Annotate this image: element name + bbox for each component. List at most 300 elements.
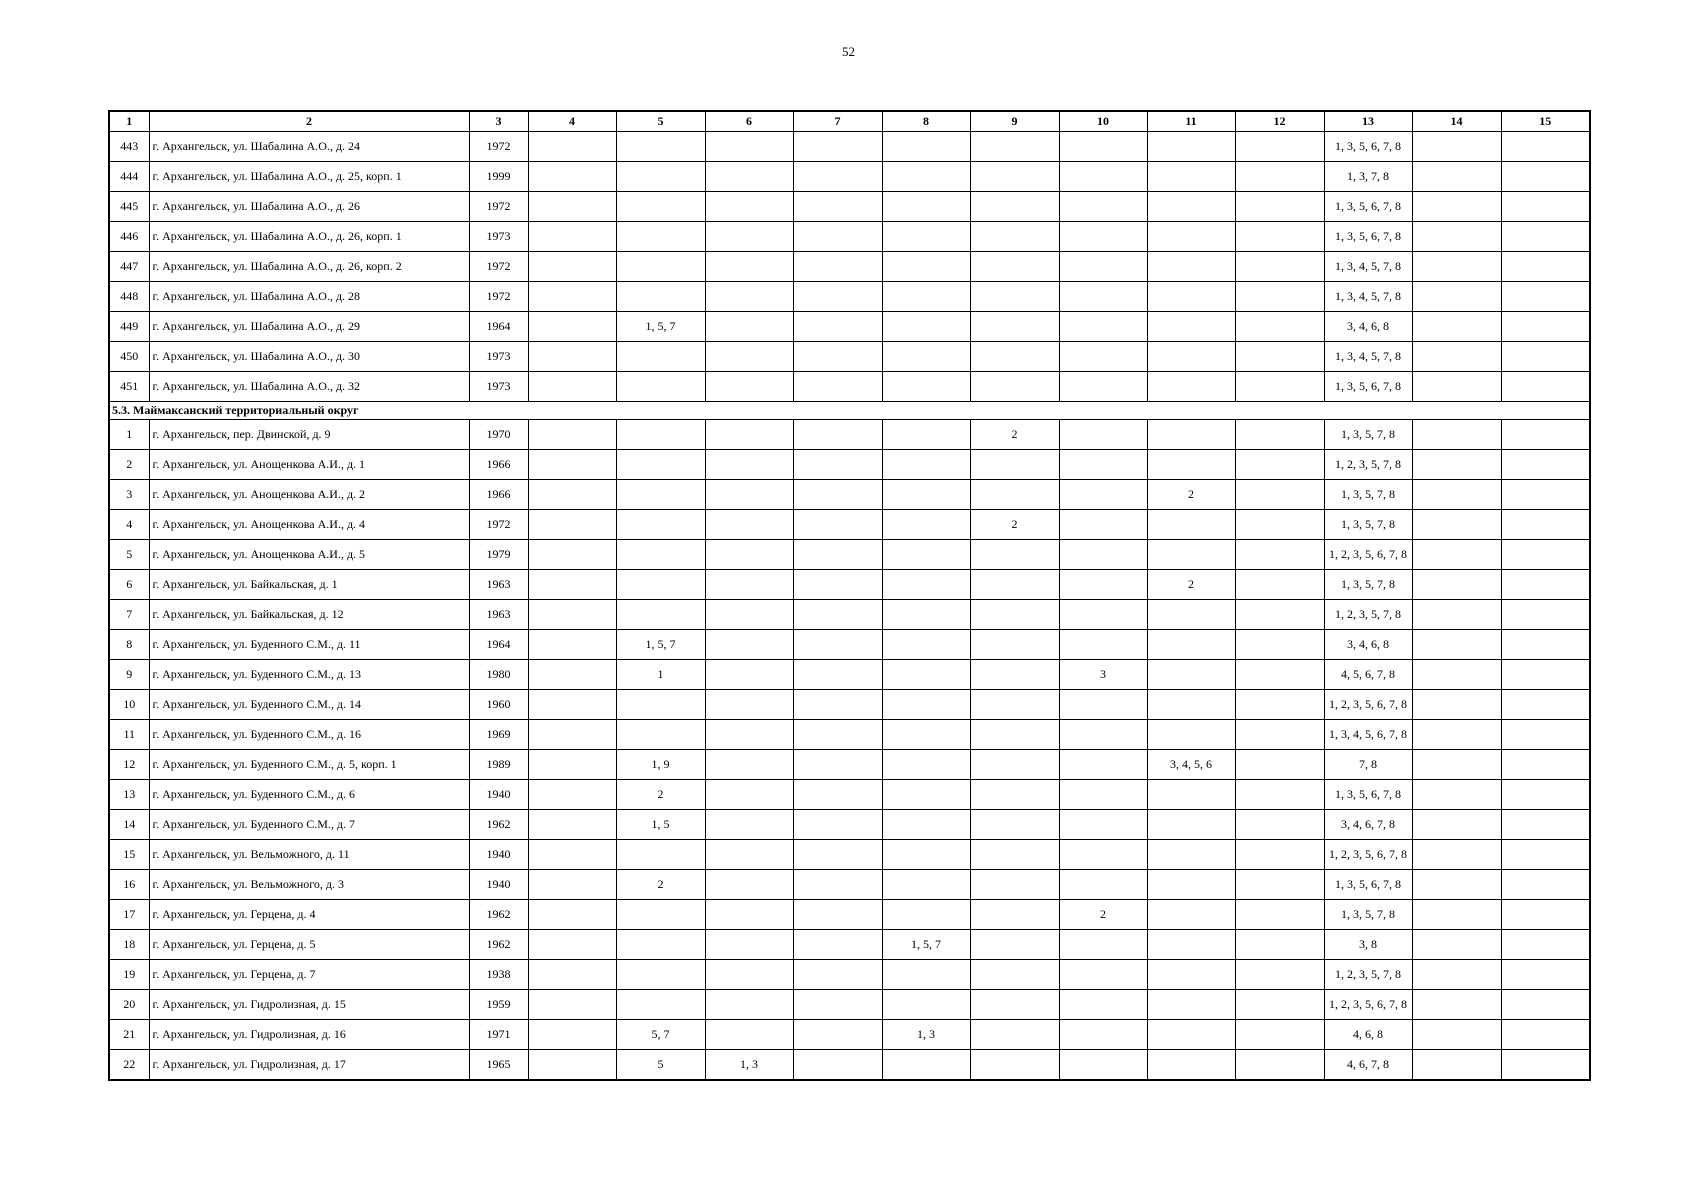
table-row [109, 690, 1590, 720]
cell-col-9 [970, 480, 1059, 510]
cell-col-4 [528, 840, 616, 870]
table-row [109, 810, 1590, 840]
column-header-13: 13 [1324, 111, 1412, 132]
cell-col-8: 1, 3 [882, 1020, 970, 1050]
cell-col-15 [1501, 480, 1590, 510]
cell-col-11: 2 [1147, 480, 1235, 510]
cell-col-14 [1412, 780, 1501, 810]
cell-col-8 [882, 750, 970, 780]
cell-col-5 [616, 840, 705, 870]
cell-col-4 [528, 810, 616, 840]
table-row [109, 372, 1590, 402]
cell-col-11 [1147, 930, 1235, 960]
cell-col-7 [793, 690, 882, 720]
cell-col-15 [1501, 660, 1590, 690]
cell-col-15 [1501, 810, 1590, 840]
cell-col-9 [970, 192, 1059, 222]
cell-col-5: 1, 5, 7 [616, 312, 705, 342]
cell-col-4 [528, 252, 616, 282]
cell-col-12 [1235, 480, 1324, 510]
cell-col-9 [970, 720, 1059, 750]
year-cell: 1989 [469, 750, 528, 780]
cell-col-11 [1147, 540, 1235, 570]
cell-col-13: 1, 3, 4, 5, 6, 7, 8 [1324, 720, 1412, 750]
cell-col-13: 1, 3, 5, 6, 7, 8 [1324, 192, 1412, 222]
year-cell: 1963 [469, 570, 528, 600]
cell-col-6 [705, 660, 793, 690]
cell-col-13: 1, 3, 5, 7, 8 [1324, 570, 1412, 600]
cell-col-4 [528, 510, 616, 540]
cell-col-12 [1235, 990, 1324, 1020]
row-number: 6 [109, 570, 149, 600]
address-cell: г. Архангельск, ул. Байкальская, д. 1 [149, 570, 469, 600]
cell-col-12 [1235, 900, 1324, 930]
cell-col-10 [1059, 720, 1147, 750]
cell-col-7 [793, 600, 882, 630]
cell-col-5 [616, 900, 705, 930]
cell-col-11 [1147, 840, 1235, 870]
cell-col-12 [1235, 162, 1324, 192]
cell-col-8 [882, 780, 970, 810]
year-cell: 1963 [469, 600, 528, 630]
cell-col-7 [793, 1020, 882, 1050]
cell-col-15 [1501, 990, 1590, 1020]
cell-col-7 [793, 342, 882, 372]
cell-col-8 [882, 342, 970, 372]
section-row [109, 402, 1590, 420]
cell-col-5 [616, 930, 705, 960]
cell-col-10 [1059, 960, 1147, 990]
row-number: 14 [109, 810, 149, 840]
cell-col-4 [528, 132, 616, 162]
cell-col-6 [705, 690, 793, 720]
address-cell: г. Архангельск, ул. Буденного С.М., д. 6 [149, 780, 469, 810]
cell-col-12 [1235, 252, 1324, 282]
cell-col-11 [1147, 252, 1235, 282]
cell-col-14 [1412, 1050, 1501, 1081]
cell-col-12 [1235, 192, 1324, 222]
cell-col-11 [1147, 900, 1235, 930]
table-row [109, 900, 1590, 930]
cell-col-6 [705, 630, 793, 660]
year-cell: 1971 [469, 1020, 528, 1050]
row-number: 447 [109, 252, 149, 282]
cell-col-10 [1059, 630, 1147, 660]
cell-col-14 [1412, 1020, 1501, 1050]
cell-col-14 [1412, 960, 1501, 990]
cell-col-5 [616, 162, 705, 192]
cell-col-8 [882, 420, 970, 450]
cell-col-9 [970, 690, 1059, 720]
cell-col-10 [1059, 132, 1147, 162]
cell-col-10 [1059, 690, 1147, 720]
cell-col-14 [1412, 192, 1501, 222]
cell-col-10 [1059, 600, 1147, 630]
table-row [109, 1020, 1590, 1050]
address-cell: г. Архангельск, ул. Буденного С.М., д. 13 [149, 660, 469, 690]
cell-col-4 [528, 342, 616, 372]
cell-col-6 [705, 900, 793, 930]
cell-col-4 [528, 192, 616, 222]
table-row [109, 480, 1590, 510]
address-cell: г. Архангельск, ул. Анощенкова А.И., д. 4 [149, 510, 469, 540]
cell-col-13: 1, 3, 4, 5, 7, 8 [1324, 282, 1412, 312]
table-row [109, 990, 1590, 1020]
cell-col-5: 5, 7 [616, 1020, 705, 1050]
cell-col-15 [1501, 780, 1590, 810]
cell-col-11 [1147, 510, 1235, 540]
cell-col-4 [528, 450, 616, 480]
cell-col-14 [1412, 480, 1501, 510]
cell-col-8 [882, 162, 970, 192]
cell-col-6 [705, 132, 793, 162]
address-cell: г. Архангельск, ул. Буденного С.М., д. 5, корп. 1 [149, 750, 469, 780]
cell-col-11 [1147, 810, 1235, 840]
cell-col-4 [528, 540, 616, 570]
cell-col-15 [1501, 162, 1590, 192]
cell-col-6 [705, 342, 793, 372]
cell-col-14 [1412, 342, 1501, 372]
row-number: 18 [109, 930, 149, 960]
cell-col-13: 4, 5, 6, 7, 8 [1324, 660, 1412, 690]
cell-col-14 [1412, 990, 1501, 1020]
cell-col-11 [1147, 342, 1235, 372]
address-cell: г. Архангельск, ул. Байкальская, д. 12 [149, 600, 469, 630]
cell-col-6 [705, 570, 793, 600]
cell-col-13: 1, 3, 5, 6, 7, 8 [1324, 222, 1412, 252]
address-cell: г. Архангельск, ул. Шабалина А.О., д. 26, корп. 1 [149, 222, 469, 252]
cell-col-10 [1059, 480, 1147, 510]
cell-col-4 [528, 750, 616, 780]
cell-col-7 [793, 420, 882, 450]
address-cell: г. Архангельск, ул. Гидролизная, д. 16 [149, 1020, 469, 1050]
cell-col-6 [705, 780, 793, 810]
row-number: 3 [109, 480, 149, 510]
cell-col-5: 1, 9 [616, 750, 705, 780]
cell-col-4 [528, 420, 616, 450]
cell-col-13: 1, 3, 5, 6, 7, 8 [1324, 870, 1412, 900]
cell-col-9: 2 [970, 510, 1059, 540]
cell-col-14 [1412, 930, 1501, 960]
row-number: 7 [109, 600, 149, 630]
cell-col-9 [970, 810, 1059, 840]
cell-col-14 [1412, 720, 1501, 750]
row-number: 15 [109, 840, 149, 870]
cell-col-6 [705, 930, 793, 960]
cell-col-7 [793, 450, 882, 480]
cell-col-5 [616, 342, 705, 372]
cell-col-9: 2 [970, 420, 1059, 450]
cell-col-7 [793, 960, 882, 990]
cell-col-9 [970, 960, 1059, 990]
address-cell: г. Архангельск, ул. Шабалина А.О., д. 29 [149, 312, 469, 342]
row-number: 444 [109, 162, 149, 192]
cell-col-14 [1412, 162, 1501, 192]
cell-col-6 [705, 990, 793, 1020]
cell-col-5 [616, 600, 705, 630]
cell-col-8 [882, 870, 970, 900]
cell-col-10 [1059, 282, 1147, 312]
cell-col-15 [1501, 750, 1590, 780]
row-number: 9 [109, 660, 149, 690]
cell-col-13: 3, 8 [1324, 930, 1412, 960]
cell-col-11 [1147, 312, 1235, 342]
header-row [109, 111, 1590, 132]
cell-col-15 [1501, 312, 1590, 342]
cell-col-9 [970, 660, 1059, 690]
cell-col-8 [882, 600, 970, 630]
year-cell: 1964 [469, 630, 528, 660]
cell-col-7 [793, 990, 882, 1020]
cell-col-5: 2 [616, 780, 705, 810]
cell-col-15 [1501, 282, 1590, 312]
cell-col-5: 1 [616, 660, 705, 690]
cell-col-12 [1235, 372, 1324, 402]
cell-col-9 [970, 630, 1059, 660]
cell-col-12 [1235, 450, 1324, 480]
section-title: 5.3. Маймаксанский территориальный округ [109, 402, 1590, 420]
row-number: 8 [109, 630, 149, 660]
cell-col-7 [793, 630, 882, 660]
cell-col-14 [1412, 312, 1501, 342]
cell-col-13: 3, 4, 6, 8 [1324, 312, 1412, 342]
cell-col-11 [1147, 870, 1235, 900]
year-cell: 1966 [469, 450, 528, 480]
cell-col-5 [616, 372, 705, 402]
cell-col-7 [793, 840, 882, 870]
cell-col-10 [1059, 780, 1147, 810]
cell-col-13: 1, 2, 3, 5, 6, 7, 8 [1324, 990, 1412, 1020]
table-row [109, 342, 1590, 372]
column-header-1: 1 [109, 111, 149, 132]
cell-col-13: 1, 3, 5, 6, 7, 8 [1324, 780, 1412, 810]
year-cell: 1965 [469, 1050, 528, 1081]
cell-col-8 [882, 630, 970, 660]
column-header-7: 7 [793, 111, 882, 132]
table-row [109, 192, 1590, 222]
address-cell: г. Архангельск, ул. Шабалина А.О., д. 32 [149, 372, 469, 402]
cell-col-10 [1059, 162, 1147, 192]
cell-col-8 [882, 312, 970, 342]
address-cell: г. Архангельск, ул. Шабалина А.О., д. 30 [149, 342, 469, 372]
cell-col-7 [793, 480, 882, 510]
address-cell: г. Архангельск, ул. Вельможного, д. 3 [149, 870, 469, 900]
cell-col-6 [705, 372, 793, 402]
column-header-12: 12 [1235, 111, 1324, 132]
cell-col-6 [705, 510, 793, 540]
row-number: 2 [109, 450, 149, 480]
cell-col-11 [1147, 990, 1235, 1020]
table-row [109, 720, 1590, 750]
cell-col-10: 3 [1059, 660, 1147, 690]
cell-col-8 [882, 570, 970, 600]
cell-col-15 [1501, 252, 1590, 282]
cell-col-9 [970, 372, 1059, 402]
cell-col-13: 4, 6, 8 [1324, 1020, 1412, 1050]
cell-col-4 [528, 900, 616, 930]
cell-col-8 [882, 1050, 970, 1081]
cell-col-9 [970, 1020, 1059, 1050]
column-header-3: 3 [469, 111, 528, 132]
table-row [109, 222, 1590, 252]
cell-col-12 [1235, 132, 1324, 162]
cell-col-9 [970, 162, 1059, 192]
year-cell: 1972 [469, 192, 528, 222]
cell-col-11 [1147, 1020, 1235, 1050]
cell-col-12 [1235, 540, 1324, 570]
cell-col-11: 2 [1147, 570, 1235, 600]
column-header-2: 2 [149, 111, 469, 132]
cell-col-6 [705, 540, 793, 570]
cell-col-12 [1235, 840, 1324, 870]
row-number: 451 [109, 372, 149, 402]
cell-col-9 [970, 870, 1059, 900]
year-cell: 1959 [469, 990, 528, 1020]
cell-col-5 [616, 990, 705, 1020]
cell-col-15 [1501, 1020, 1590, 1050]
year-cell: 1999 [469, 162, 528, 192]
cell-col-13: 4, 6, 7, 8 [1324, 1050, 1412, 1081]
cell-col-14 [1412, 630, 1501, 660]
cell-col-4 [528, 990, 616, 1020]
row-number: 445 [109, 192, 149, 222]
column-header-4: 4 [528, 111, 616, 132]
column-header-11: 11 [1147, 111, 1235, 132]
cell-col-4 [528, 870, 616, 900]
cell-col-11 [1147, 420, 1235, 450]
cell-col-15 [1501, 960, 1590, 990]
cell-col-10 [1059, 1020, 1147, 1050]
cell-col-12 [1235, 1050, 1324, 1081]
cell-col-13: 1, 2, 3, 5, 6, 7, 8 [1324, 840, 1412, 870]
address-cell: г. Архангельск, ул. Шабалина А.О., д. 26, корп. 2 [149, 252, 469, 282]
cell-col-13: 1, 3, 5, 7, 8 [1324, 480, 1412, 510]
cell-col-14 [1412, 690, 1501, 720]
cell-col-4 [528, 930, 616, 960]
cell-col-13: 1, 3, 4, 5, 7, 8 [1324, 342, 1412, 372]
row-number: 11 [109, 720, 149, 750]
cell-col-9 [970, 252, 1059, 282]
cell-col-10 [1059, 870, 1147, 900]
cell-col-12 [1235, 342, 1324, 372]
address-cell: г. Архангельск, ул. Гидролизная, д. 17 [149, 1050, 469, 1081]
address-cell: г. Архангельск, ул. Герцена, д. 7 [149, 960, 469, 990]
cell-col-15 [1501, 720, 1590, 750]
cell-col-15 [1501, 870, 1590, 900]
cell-col-13: 1, 3, 5, 7, 8 [1324, 420, 1412, 450]
year-cell: 1940 [469, 780, 528, 810]
cell-col-8 [882, 540, 970, 570]
cell-col-7 [793, 660, 882, 690]
address-cell: г. Архангельск, ул. Шабалина А.О., д. 25, корп. 1 [149, 162, 469, 192]
cell-col-6 [705, 162, 793, 192]
cell-col-8 [882, 810, 970, 840]
cell-col-14 [1412, 840, 1501, 870]
cell-col-5 [616, 720, 705, 750]
cell-col-8 [882, 690, 970, 720]
cell-col-14 [1412, 570, 1501, 600]
cell-col-5 [616, 570, 705, 600]
cell-col-6 [705, 750, 793, 780]
cell-col-9 [970, 930, 1059, 960]
cell-col-12 [1235, 600, 1324, 630]
cell-col-14 [1412, 810, 1501, 840]
cell-col-4 [528, 222, 616, 252]
cell-col-10 [1059, 540, 1147, 570]
cell-col-15 [1501, 372, 1590, 402]
cell-col-6 [705, 222, 793, 252]
cell-col-7 [793, 312, 882, 342]
year-cell: 1979 [469, 540, 528, 570]
cell-col-8 [882, 132, 970, 162]
cell-col-6 [705, 600, 793, 630]
table-row [109, 780, 1590, 810]
cell-col-9 [970, 450, 1059, 480]
cell-col-10 [1059, 372, 1147, 402]
cell-col-8 [882, 252, 970, 282]
cell-col-14 [1412, 660, 1501, 690]
cell-col-10 [1059, 1050, 1147, 1081]
address-cell: г. Архангельск, ул. Буденного С.М., д. 14 [149, 690, 469, 720]
table-row [109, 960, 1590, 990]
row-number: 20 [109, 990, 149, 1020]
cell-col-7 [793, 222, 882, 252]
cell-col-12 [1235, 930, 1324, 960]
address-cell: г. Архангельск, ул. Герцена, д. 4 [149, 900, 469, 930]
cell-col-15 [1501, 132, 1590, 162]
cell-col-15 [1501, 840, 1590, 870]
cell-col-9 [970, 132, 1059, 162]
cell-col-9 [970, 990, 1059, 1020]
table-row [109, 282, 1590, 312]
row-number: 1 [109, 420, 149, 450]
cell-col-11: 3, 4, 5, 6 [1147, 750, 1235, 780]
address-cell: г. Архангельск, пер. Двинской, д. 9 [149, 420, 469, 450]
cell-col-8 [882, 510, 970, 540]
cell-col-4 [528, 660, 616, 690]
cell-col-9 [970, 342, 1059, 372]
cell-col-13: 1, 2, 3, 5, 6, 7, 8 [1324, 540, 1412, 570]
cell-col-10 [1059, 930, 1147, 960]
cell-col-4 [528, 282, 616, 312]
row-number: 21 [109, 1020, 149, 1050]
cell-col-5 [616, 480, 705, 510]
cell-col-9 [970, 282, 1059, 312]
cell-col-8: 1, 5, 7 [882, 930, 970, 960]
table-row [109, 750, 1590, 780]
row-number: 12 [109, 750, 149, 780]
table-row [109, 870, 1590, 900]
cell-col-15 [1501, 540, 1590, 570]
cell-col-8 [882, 222, 970, 252]
cell-col-7 [793, 570, 882, 600]
cell-col-9 [970, 750, 1059, 780]
column-header-5: 5 [616, 111, 705, 132]
cell-col-14 [1412, 870, 1501, 900]
year-cell: 1980 [469, 660, 528, 690]
table-row [109, 420, 1590, 450]
cell-col-13: 1, 3, 4, 5, 7, 8 [1324, 252, 1412, 282]
cell-col-15 [1501, 420, 1590, 450]
cell-col-5 [616, 420, 705, 450]
cell-col-10 [1059, 420, 1147, 450]
cell-col-15 [1501, 222, 1590, 252]
cell-col-15 [1501, 570, 1590, 600]
address-cell: г. Архангельск, ул. Шабалина А.О., д. 26 [149, 192, 469, 222]
cell-col-8 [882, 282, 970, 312]
address-cell: г. Архангельск, ул. Анощенкова А.И., д. 1 [149, 450, 469, 480]
table-row [109, 252, 1590, 282]
